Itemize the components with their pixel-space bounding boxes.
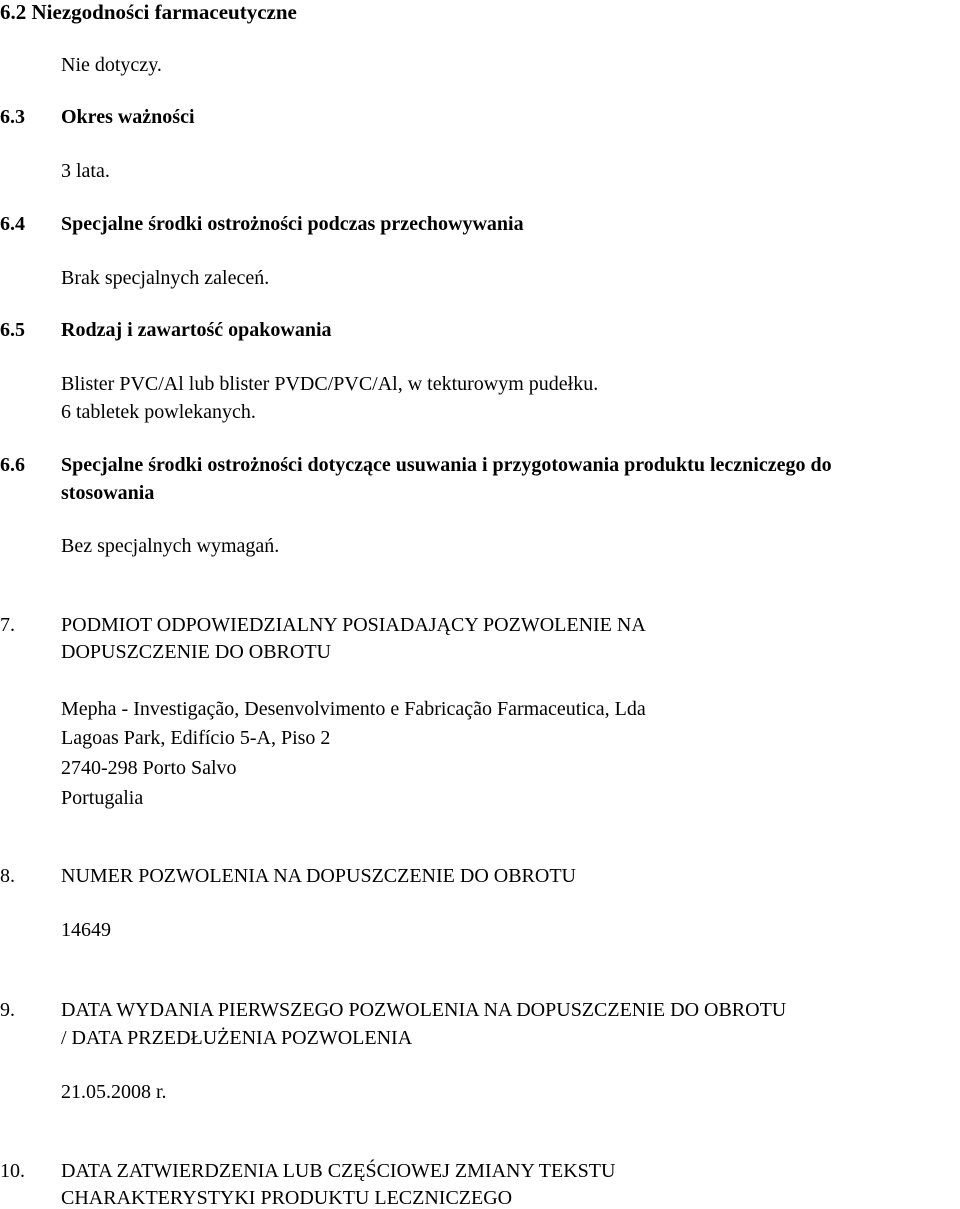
section-10-title-line: DATA ZATWIERDZENIA LUB CZĘŚCIOWEJ ZMIANY TEKSTU bbox=[61, 1160, 616, 1182]
section-6-4-number: 6.4 bbox=[0, 213, 25, 235]
section-9-title-line: / DATA PRZEDŁUŻENIA POZWOLENIA bbox=[61, 1027, 413, 1049]
section-6-6-number: 6.6 bbox=[0, 454, 25, 476]
section-6-5-body-line: Blister PVC/Al lub blister PVDC/PVC/Al, w tekturowym pudełku. bbox=[61, 373, 599, 395]
section-7-address-line: 2740-298 Porto Salvo bbox=[61, 757, 237, 779]
section-10-title-line: CHARAKTERYSTYKI PRODUKTU LECZNICZEGO bbox=[61, 1187, 513, 1209]
section-7-title-line: DOPUSZCZENIE DO OBROTU bbox=[61, 641, 331, 663]
section-10-number: 10. bbox=[0, 1160, 25, 1182]
section-6-6-title-line: Specjalne środki ostrożności dotyczące usuwania i przygotowania produktu leczniczego do bbox=[61, 454, 832, 476]
section-7-address-line: Lagoas Park, Edifício 5-A, Piso 2 bbox=[61, 727, 331, 749]
section-6-4-title: Specjalne środki ostrożności podczas przechowywania bbox=[61, 213, 524, 235]
section-6-6-body: Bez specjalnych wymagań. bbox=[61, 535, 280, 557]
section-8-body: 14649 bbox=[61, 919, 111, 941]
section-7-address-line: Mepha - Investigação, Desenvolvimento e Fabricação Farmaceutica, Lda bbox=[61, 698, 646, 720]
section-6-5-number: 6.5 bbox=[0, 319, 25, 341]
section-9-number: 9. bbox=[0, 999, 15, 1021]
section-6-5-title: Rodzaj i zawartość opakowania bbox=[61, 319, 332, 341]
section-8-title: NUMER POZWOLENIA NA DOPUSZCZENIE DO OBROTU bbox=[61, 865, 576, 887]
section-7-title-line: PODMIOT ODPOWIEDZIALNY POSIADAJĄCY POZWOLENIE NA bbox=[61, 614, 646, 636]
section-7-address-line: Portugalia bbox=[61, 787, 144, 809]
section-7-number: 7. bbox=[0, 614, 15, 636]
section-6-3-title: Okres ważności bbox=[61, 106, 195, 128]
section-6-2-body: Nie dotyczy. bbox=[61, 54, 162, 76]
section-9-body: 21.05.2008 r. bbox=[61, 1081, 167, 1103]
section-6-4-body: Brak specjalnych zaleceń. bbox=[61, 267, 270, 289]
section-6-3-number: 6.3 bbox=[0, 106, 25, 128]
section-6-6-title-line: stosowania bbox=[61, 482, 155, 504]
section-6-3-body: 3 lata. bbox=[61, 160, 110, 182]
section-8-number: 8. bbox=[0, 865, 15, 887]
section-6-5-body-line: 6 tabletek powlekanych. bbox=[61, 401, 256, 423]
section-9-title-line: DATA WYDANIA PIERWSZEGO POZWOLENIA NA DOPUSZCZENIE DO OBROTU bbox=[61, 999, 787, 1021]
section-6-2-heading: 6.2 Niezgodności farmaceutyczne bbox=[0, 0, 297, 24]
